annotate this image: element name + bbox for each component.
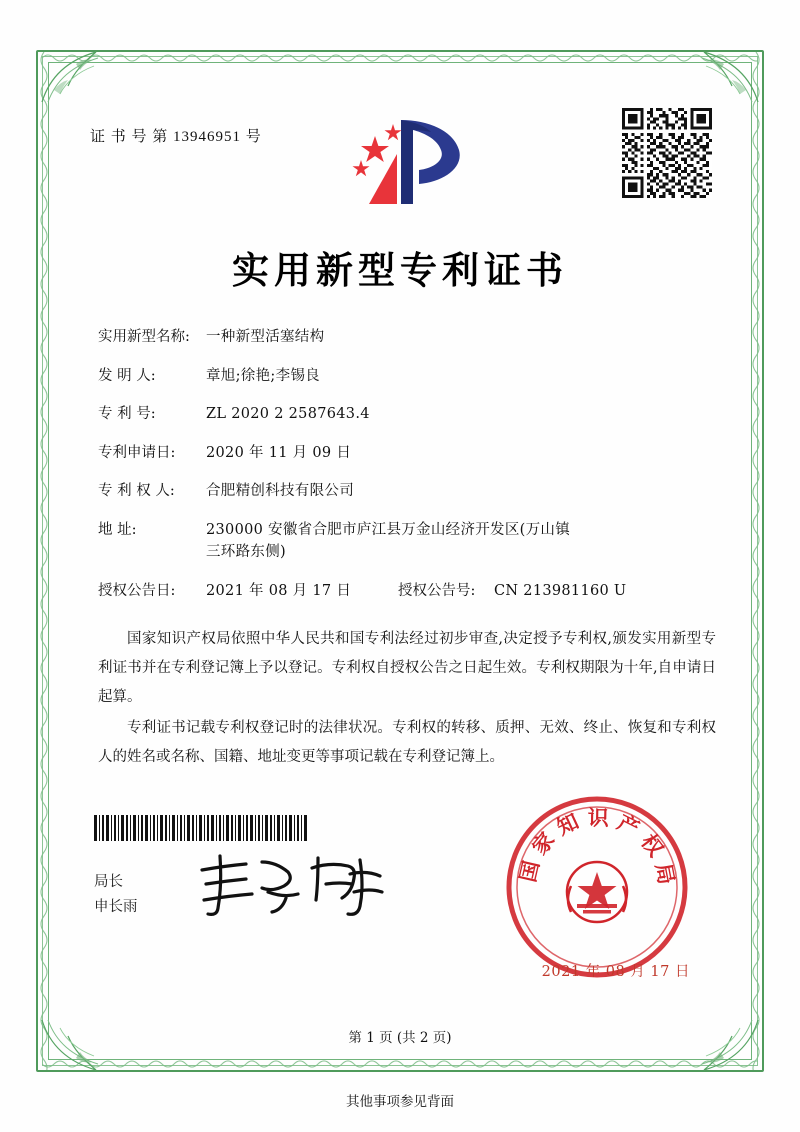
field-row-utility-model-name: [98, 330, 720, 345]
certificate-content: [70, 80, 730, 1052]
field-row-inventors: [98, 369, 720, 384]
seal-char: 国: [514, 858, 544, 885]
field-label: 发 明 人:: [98, 367, 156, 384]
seal-date: 2021 年 08 月 17 日: [541, 964, 690, 980]
grant-date-group: [98, 584, 398, 599]
seal-char: 知: [552, 808, 583, 840]
legal-paragraph-1: 国家知识产权局依照中华人民共和国专利法经过初步审查,决定授予专利权,颁发实用新型专利证书并在专利登记簿上予以登记。专利权自授权公告之日起生效。专利权期限为十年,自申请日起算。: [98, 631, 716, 705]
field-list: [98, 330, 720, 620]
field-label: 授权公告号:: [398, 582, 476, 599]
field-value: [206, 523, 720, 560]
field-value: 2020 年 11 月 09 日: [206, 444, 352, 461]
footnote: 其他事项参见背面: [346, 1094, 454, 1110]
seal-char: 局: [650, 861, 680, 887]
field-label: 授权公告日:: [98, 582, 176, 599]
field-value: 一种新型活塞结构: [206, 329, 325, 345]
field-row-address: [98, 523, 720, 560]
seal-char: 识: [587, 804, 609, 831]
cnipa-logo-icon: [335, 108, 465, 213]
seal-char: 产: [613, 809, 644, 841]
field-label: 专利申请日:: [98, 444, 176, 461]
official-seal: [502, 792, 692, 982]
seal-char: 家: [526, 827, 560, 860]
field-label: 专 利 号:: [98, 406, 156, 422]
field-value: 章旭;徐艳;李锡良: [206, 367, 320, 384]
director-signature-image: [190, 848, 405, 920]
field-value: 合肥精创科技有限公司: [206, 483, 354, 499]
seal-char: 权: [636, 829, 669, 862]
address-line-2: 三环路东侧): [206, 544, 286, 560]
field-value: 2021 年 08 月 17 日: [206, 582, 352, 599]
field-value: ZL 2020 2 2587643.4: [206, 406, 370, 422]
page-title: 实用新型专利证书: [232, 248, 568, 292]
field-row-patent-number: [98, 407, 720, 422]
ornament-bottom: [42, 1058, 758, 1070]
field-label: 专 利 权 人:: [98, 483, 175, 499]
grant-number-group: [398, 584, 720, 599]
field-value: CN 213981160 U: [494, 582, 627, 599]
field-label: 实用新型名称:: [98, 329, 190, 345]
director-name: 申长雨: [94, 899, 138, 916]
page-indicator: 第 1 页 (共 2 页): [348, 1030, 452, 1046]
field-row-grant: [98, 584, 720, 599]
barcode-icon: [94, 815, 309, 841]
legal-paragraph-2: 专利证书记载专利权登记时的法律状况。专利权的转移、质押、无效、终止、恢复和专利权人的姓名或名称、国籍、地址变更等事项记载在专利登记簿上。: [98, 720, 716, 765]
director-label: 局长: [94, 874, 123, 890]
field-label: 地 址:: [98, 521, 137, 538]
director-block: [94, 870, 138, 921]
address-line-1: 230000 安徽省合肥市庐江县万金山经济开发区(万山镇: [206, 521, 571, 538]
certificate-number: 证 书 号 第 13946951 号: [90, 129, 262, 145]
legal-text: [98, 625, 716, 774]
ornament-right: [750, 52, 762, 1070]
ornament-left: [38, 52, 50, 1070]
ornament-top: [42, 52, 758, 64]
field-row-patentee: [98, 484, 720, 499]
field-row-application-date: [98, 446, 720, 461]
qr-code-icon: [622, 108, 712, 198]
